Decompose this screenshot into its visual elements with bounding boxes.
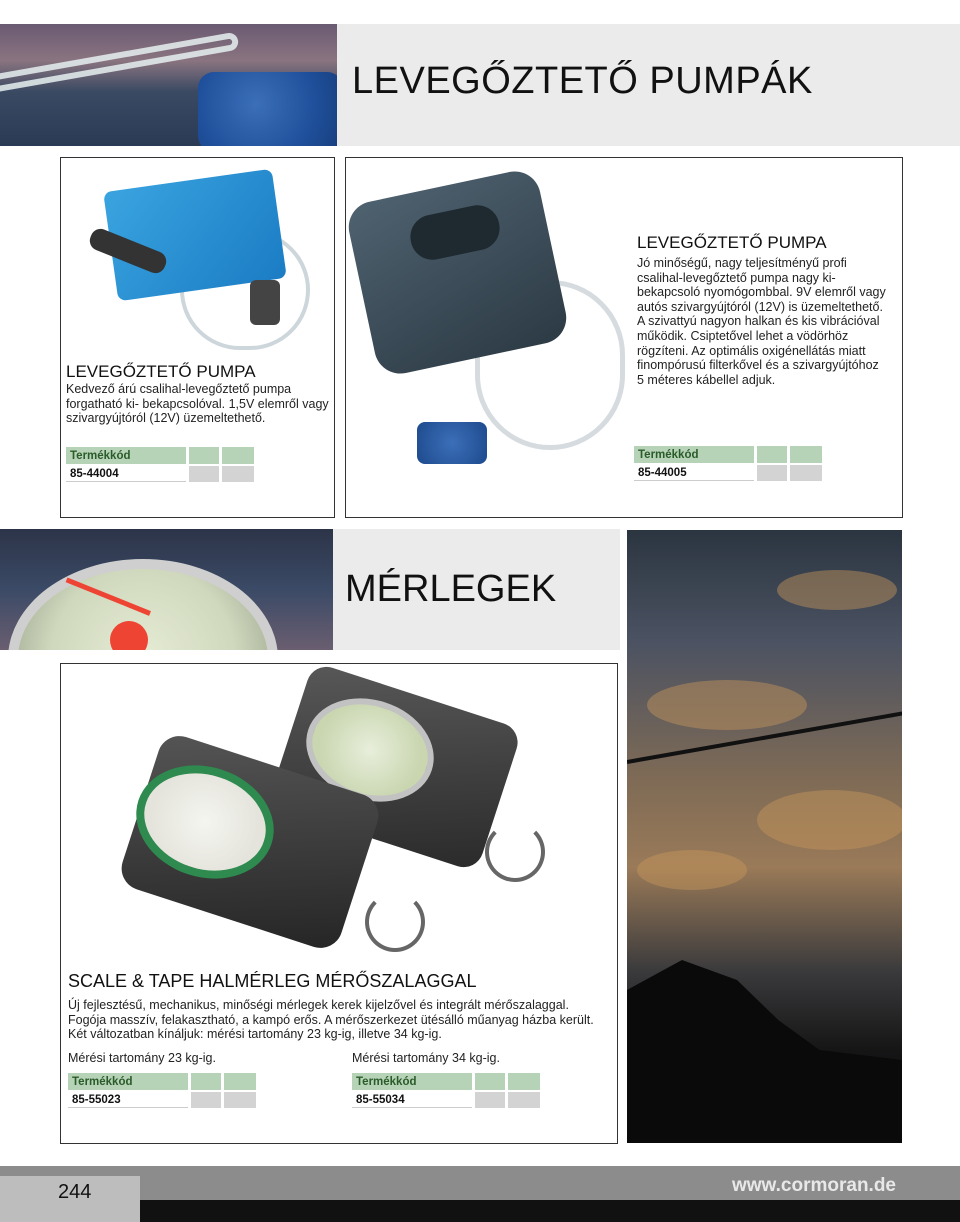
header-scale-dial-photo [0,529,333,650]
cloud-shape [757,790,902,850]
pump-a-photo [70,170,320,350]
code-label: Termékkód [68,1073,188,1090]
code-cell [508,1092,540,1108]
cloud-shape [647,680,807,730]
code-cell [222,447,254,464]
variant-34-label: Mérési tartomány 34 kg-ig. [352,1051,500,1065]
product-b-code: 85-44005 [634,465,754,481]
code-cell [191,1092,221,1108]
product-c-title: SCALE & TAPE HALMÉRLEG MÉRŐSZALAGGAL [68,971,477,991]
code-cell [508,1073,540,1090]
hook-shape [485,822,545,882]
code-cell [222,466,254,482]
code-cell [189,466,219,482]
product-a-code-table [66,447,254,482]
product-c-description: Új fejlesztésű, mechanikus, minőségi mérlegek kerek kijelzővel és integrált mérőszalaggal. Fogója masszív, felakasztható, a kampó erős. A mérőszerkezet ütésálló műanyag házba került. Két változatban kínáljuk: mérési tartomány 23 kg-ig, illetve 34 kg-ig. [68,998,594,1042]
section-title-pumps: LEVEGŐZTETŐ PUMPÁK [352,60,813,102]
code-cell [189,447,219,464]
header-air-stone-photo [0,24,337,146]
footer-black-strip [140,1200,960,1222]
product-a-title: LEVEGŐZTETŐ PUMPA [66,362,256,381]
code-cell [757,465,787,481]
code-cell [790,446,822,463]
code-label: Termékkód [66,447,186,464]
variant-34-code: 85-55034 [352,1092,472,1108]
dusk-fishing-rod-photo [627,530,902,1143]
variant-23-label: Mérési tartomány 23 kg-ig. [68,1051,216,1065]
product-b-title: LEVEGŐZTETŐ PUMPA [637,233,827,252]
product-a-code: 85-44004 [66,466,186,482]
cloud-shape [777,570,897,610]
air-stone-shape [198,72,337,146]
product-b-code-table [634,446,822,481]
code-label: Termékkód [352,1073,472,1090]
pump-b-photo [355,170,625,470]
hook-shape [365,892,425,952]
cloud-shape [637,850,747,890]
air-stone-shape [417,422,487,464]
page-number: 244 [58,1181,92,1203]
tree-silhouette-shape [627,950,902,1143]
variant-23-code-table [68,1073,256,1108]
code-cell [790,465,822,481]
code-cell [757,446,787,463]
variant-23-code: 85-55023 [68,1092,188,1108]
variant-34-code-table [352,1073,540,1108]
code-label: Termékkód [634,446,754,463]
scales-photo [65,672,613,962]
air-stone-shape [250,280,280,325]
code-cell [475,1092,505,1108]
product-b-description: Jó minőségű, nagy teljesítményű profi csalihal-levegőztető pumpa nagy ki-bekapcsoló nyomógombbal. 9V elemről vagy autós szivargyújtóról (12V) is üzemeltethető. A szivattyú nagyon halkan és kis vibrációval működik. Csiptetővel lehet a vödörhöz rögzíteni. Az optimális oxigénellátás miatt finompórusú filterkővel és a szivargyújtóhoz 5 méteres kábellel adjuk. [637,256,886,387]
code-cell [475,1073,505,1090]
code-cell [224,1092,256,1108]
product-a-description: Kedvező árú csalihal-levegőztető pumpa forgatható ki- bekapcsolóval. 1,5V elemről vagy szivargyújtóról (12V) üzemeltethető. [66,382,329,426]
code-cell [191,1073,221,1090]
website-url: www.cormoran.de [732,1175,896,1196]
code-cell [224,1073,256,1090]
section-title-scales: MÉRLEGEK [345,568,557,610]
